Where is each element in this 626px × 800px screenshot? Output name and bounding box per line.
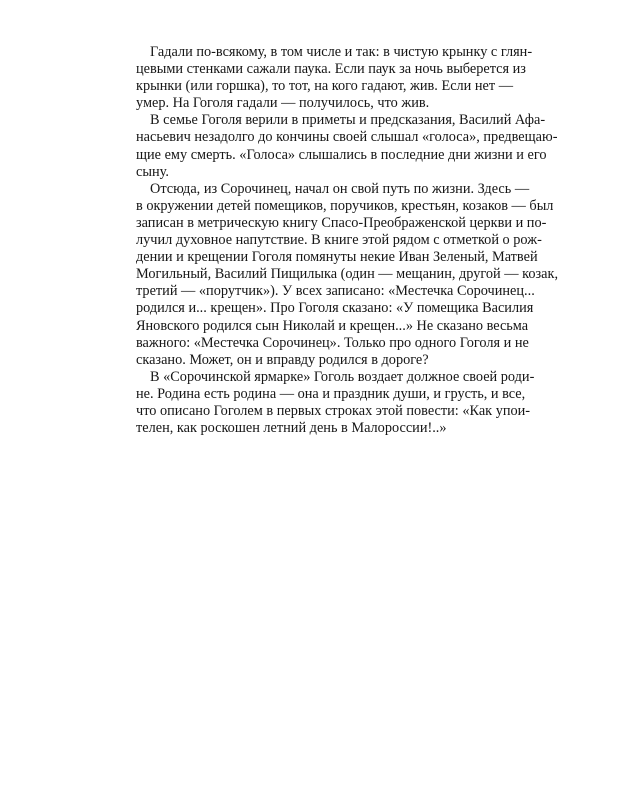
text-line: в окружении детей помещиков, поручиков, крестьян, козаков — был <box>136 197 554 214</box>
text-line: В «Сорочинской ярмарке» Гоголь воздает должное своей роди- <box>150 368 535 385</box>
text-line: что описано Гоголем в первых строках этой повести: «Как упои- <box>136 402 531 419</box>
paragraph-1 <box>136 44 533 112</box>
paragraph-2 <box>136 112 558 180</box>
text-line: щие ему смерть. «Голоса» слышались в последние дни жизни и его <box>136 146 547 163</box>
text-line: телен, как роскошен летний день в Малороссии!..» <box>136 420 447 437</box>
text-line: лучил духовное напутствие. В книге этой рядом с отметкой о рож- <box>136 232 542 249</box>
text-line: В семье Гоголя верили в приметы и предсказания, Василий Афа- <box>150 112 546 129</box>
text-line: сказано. Может, он и вправду родился в дороге? <box>136 351 429 368</box>
paragraph-3 <box>136 180 559 369</box>
paragraph-4 <box>136 368 535 437</box>
text-line: Отсюда, из Сорочинец, начал он свой путь по жизни. Здесь — <box>150 180 530 197</box>
text-line: третий — «порутчик»). У всех записано: «Местечка Сорочинец... <box>136 283 535 300</box>
text-line: дении и крещении Гоголя помянуты некие Иван Зеленый, Матвей <box>136 249 538 266</box>
text-line: Могильный, Василий Пищилыка (один — мещанин, другой — козак, <box>136 266 559 283</box>
text-line: умер. На Гоголя гадали — получилось, что жив. <box>136 95 430 112</box>
text-line: сыну. <box>136 163 169 180</box>
text-line: родился и... крещен». Про Гоголя сказано: «У помещика Василия <box>136 300 534 317</box>
body-text <box>136 44 559 437</box>
text-line: Яновского родился сын Николай и крещен...» Не сказано весьма <box>136 317 529 334</box>
text-line: крынки (или горшка), то тот, на кого гадают, жив. Если нет — <box>136 78 514 95</box>
text-line: цевыми стенками сажали паука. Если паук за ночь выберется из <box>136 61 526 78</box>
text-line: важного: «Местечка Сорочинец». Только про одного Гоголя и не <box>136 334 529 351</box>
text-line: насьевич незадолго до кончины своей слышал «голоса», предвещаю- <box>136 129 558 146</box>
text-line: Гадали по-всякому, в том числе и так: в чистую крынку с глян- <box>150 44 533 60</box>
text-line: записан в метрическую книгу Спасо-Преображенской церкви и по- <box>136 214 547 231</box>
text-line: не. Родина есть родина — она и праздник души, и грусть, и все, <box>136 385 526 402</box>
